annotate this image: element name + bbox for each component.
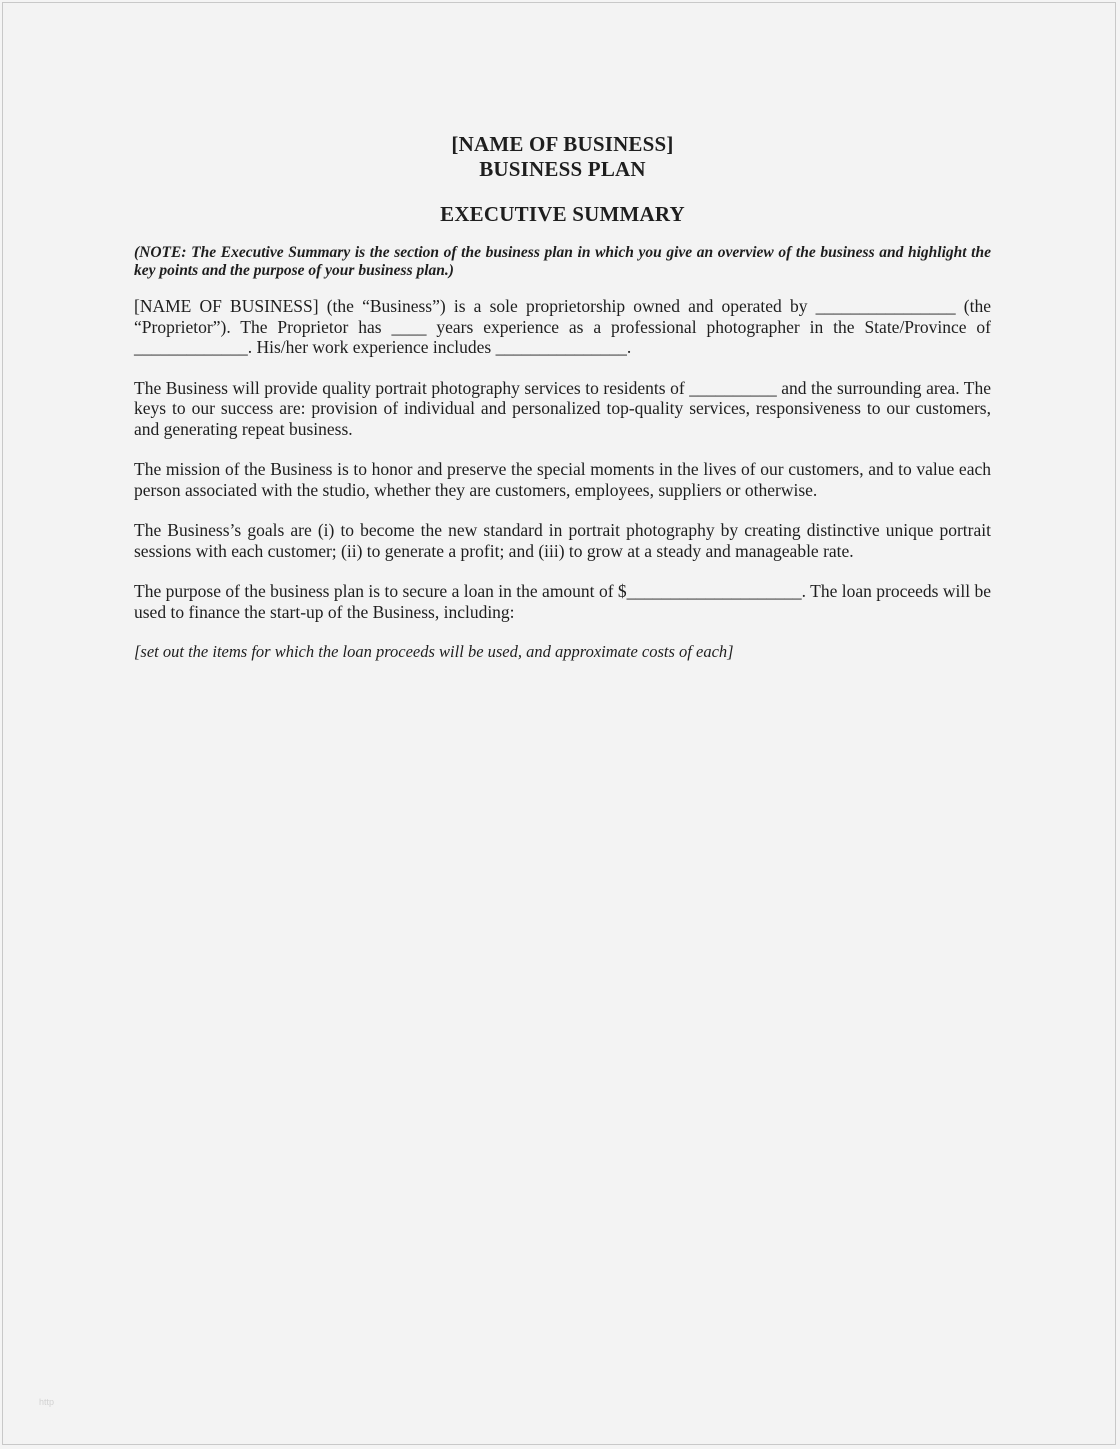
document-body bbox=[134, 132, 991, 662]
executive-summary-note: (NOTE: The Executive Summary is the section of the business plan in which you give an overview of the business and highlight the key points and the purpose of your business plan.) bbox=[134, 244, 991, 279]
watermark-text: http bbox=[39, 1397, 55, 1407]
paragraph-mission: The mission of the Business is to honor and preserve the special moments in the lives of our customers, and to value each person associated with the studio, whether they are customers, employees, suppliers or otherwise. bbox=[134, 459, 991, 500]
business-name-title: [NAME OF BUSINESS] bbox=[451, 132, 674, 156]
loan-items-instructions: [set out the items for which the loan proceeds will be used, and approximate costs of each] bbox=[134, 642, 734, 661]
paragraph-services: The Business will provide quality portrait photography services to residents of __________ and the surrounding area. The keys to our success are: provision of individual and personalized top-quality services, responsiveness to our customers, and generating repeat business. bbox=[134, 377, 991, 439]
paragraph-ownership: [NAME OF BUSINESS] (the “Business”) is a sole proprietorship owned and operated by ________________ (the “Proprietor”). The Proprietor has ____ years experience as a professional photographer in the State/Province of _____________. His/her work experience includes _______________. bbox=[134, 296, 991, 357]
executive-summary-heading: EXECUTIVE SUMMARY bbox=[440, 202, 685, 226]
document-page bbox=[2, 2, 1116, 1445]
business-plan-title: BUSINESS PLAN bbox=[479, 157, 646, 181]
paragraph-goals: The Business’s goals are (i) to become the new standard in portrait photography by creating distinctive unique portrait sessions with each customer; (ii) to generate a profit; and (iii) to grow at a steady and manageable rate. bbox=[134, 520, 991, 561]
paragraph-loan-purpose: The purpose of the business plan is to secure a loan in the amount of $____________________. The loan proceeds will be used to finance the start-up of the Business, including: bbox=[134, 581, 991, 622]
